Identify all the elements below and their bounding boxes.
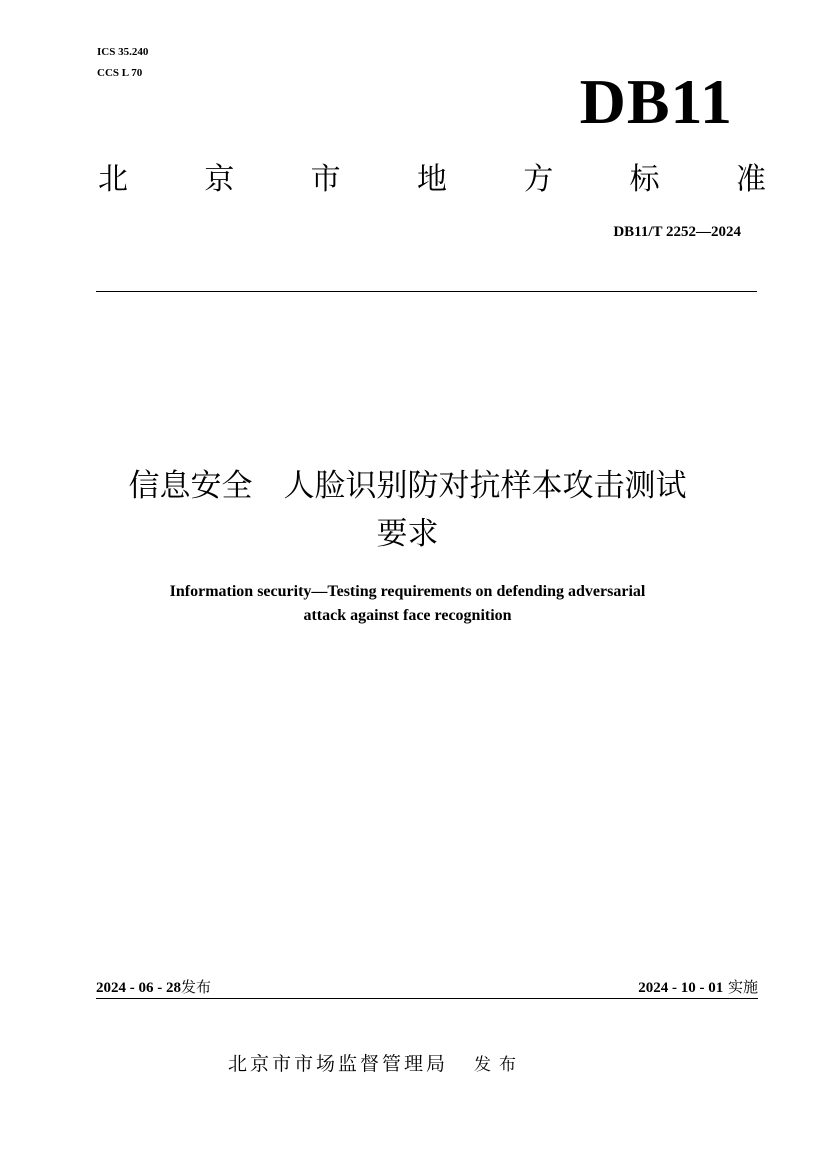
publisher-name: 北京市市场监督管理局: [228, 1053, 449, 1075]
title-chinese: [60, 462, 755, 558]
title-english: [60, 580, 755, 628]
release-label: 发布: [181, 978, 212, 996]
header-divider: [96, 291, 757, 292]
standard-type-char: 方: [523, 162, 554, 197]
publisher-action: 发布: [474, 1055, 525, 1075]
ics-code: ICS 35.240: [97, 46, 149, 58]
standard-type-char: 准: [735, 162, 766, 197]
standard-type-char: 地: [416, 162, 447, 197]
title-chinese-line-2: 要求: [376, 516, 439, 552]
ccs-code: CCS L 70: [97, 67, 143, 79]
implement-date-group: [638, 976, 758, 999]
title-chinese-line-1: 信息安全 人脸识别防对抗样本攻击测试: [128, 468, 687, 504]
standard-type-char: 京: [204, 162, 235, 197]
standard-mark: DB11: [579, 66, 733, 137]
standard-type-heading: [98, 158, 766, 202]
title-english-line-1: Information security—Testing requirements on defending adversarial: [169, 583, 646, 600]
classification-codes: [97, 42, 148, 84]
standard-number: DB11/T 2252—2024: [613, 224, 741, 240]
standard-type-char: 市: [310, 162, 341, 197]
standard-type-char: 北: [98, 162, 128, 197]
implement-label: 实施: [727, 978, 758, 996]
date-line: [96, 976, 758, 999]
implement-date: 2024 - 10 - 01: [638, 980, 724, 996]
standard-type-char: 标: [629, 162, 660, 197]
footer-divider: [96, 998, 758, 999]
publisher-line: [228, 1050, 524, 1079]
release-date-group: [96, 976, 211, 999]
release-date: 2024 - 06 - 28: [96, 980, 181, 996]
title-english-line-2: attack against face recognition: [303, 607, 512, 624]
